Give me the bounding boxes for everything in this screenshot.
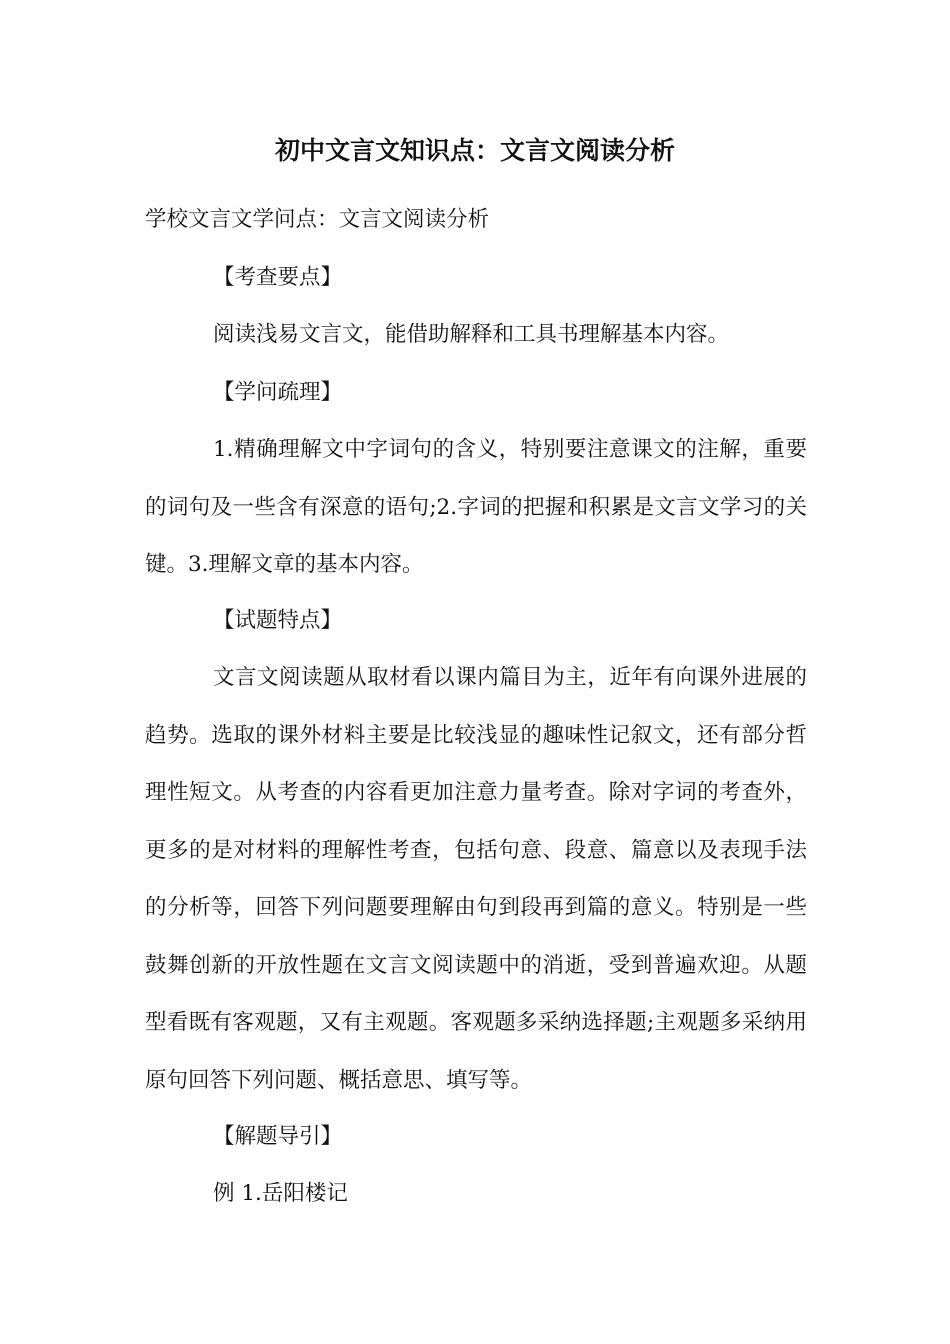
document-title: 初中文言文知识点：文言文阅读分析: [274, 136, 675, 165]
knowledge-paragraph: 1.精确理解文中字词句的含义，特别要注意课文的注解，重要的词句及一些含有深意的语句;2.字词的把握和积累是文言文学习的关键。3.理解文章的基本内容。: [145, 437, 807, 577]
section-heading-features: 【试题特点】: [213, 608, 343, 633]
section-heading-knowledge: 【学问疏理】: [213, 380, 343, 405]
section-heading-guide: 【解题导引】: [213, 1124, 343, 1149]
section-heading-exam-points: 【考查要点】: [213, 265, 343, 290]
features-paragraph: 文言文阅读题从取材看以课内篇目为主，近年有向课外进展的趋势。选取的课外材料主要是比较浅显的趣味性记叙文，还有部分哲理性短文。从考查的内容看更加注意力量考查。除对字词的考查外，更多的是对材料的理解性考查，包括句意、段意、篇意以及表现手法的分析等，回答下列问题要理解由句到段再到篇的意义。特别是一些鼓舞创新的开放性题在文言文阅读题中的消逝，受到普遍欢迎。从题型看既有客观题，又有主观题。客观题多采纳选择题;主观题多采纳用原句回答下列问题、概括意思、填写等。: [145, 665, 807, 1093]
exam-points-paragraph: 阅读浅易文言文，能借助解释和工具书理解基本内容。: [213, 322, 730, 347]
document-subtitle: 学校文言文学问点：文言文阅读分析: [145, 207, 490, 232]
example-label: 例 1.岳阳楼记: [213, 1181, 348, 1206]
